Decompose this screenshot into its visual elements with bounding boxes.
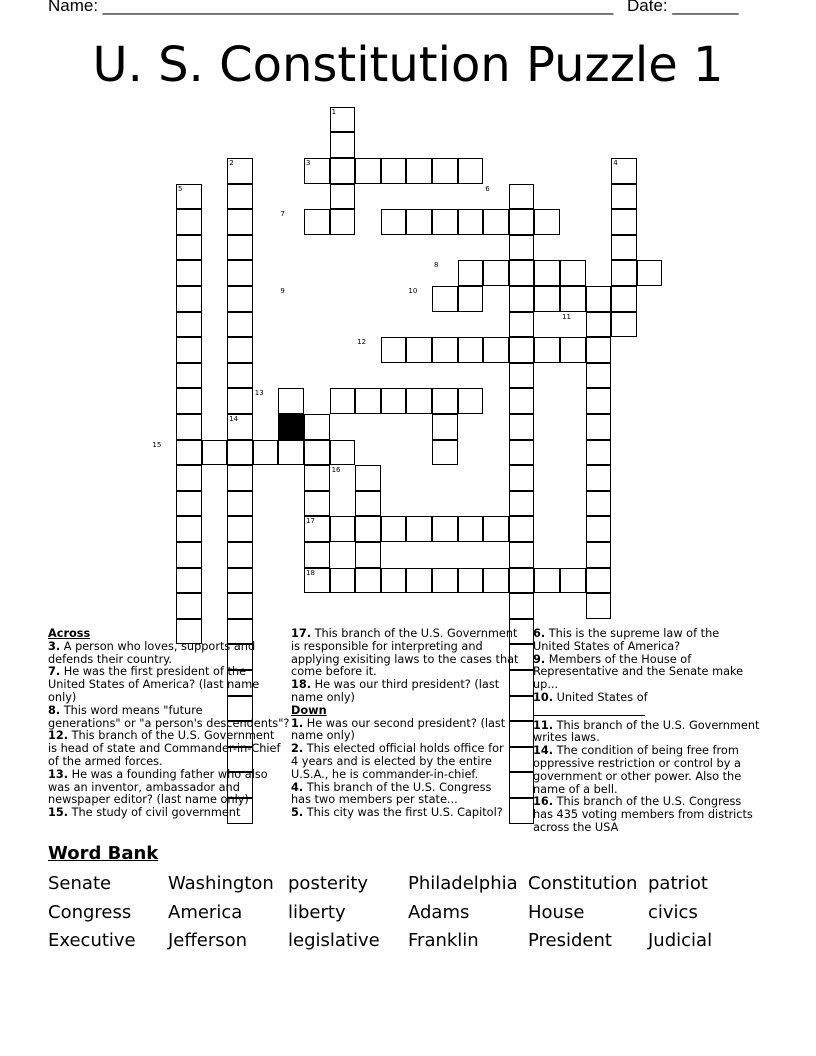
clue-text: Members of the House of — [545, 652, 692, 666]
grid-cell[interactable] — [560, 260, 586, 286]
clue-across — [48, 769, 284, 807]
grid-cell[interactable] — [304, 440, 330, 466]
grid-cell[interactable] — [227, 542, 253, 568]
grid-cell[interactable] — [381, 568, 407, 594]
clue-down — [533, 720, 773, 746]
grid-cell[interactable] — [586, 491, 612, 517]
word-bank-title: Word Bank — [48, 843, 159, 864]
clues-column-1 — [48, 627, 290, 820]
clue-number: 9. — [533, 652, 546, 666]
grid-cell[interactable] — [176, 337, 202, 363]
grid-cell[interactable] — [381, 388, 407, 414]
grid-cell[interactable] — [202, 440, 228, 466]
grid-cell[interactable] — [458, 260, 484, 286]
grid-cell[interactable] — [586, 465, 612, 491]
clue-text: up... — [533, 678, 559, 692]
grid-cell[interactable] — [509, 235, 535, 261]
grid-cell[interactable] — [611, 235, 637, 261]
grid-cell[interactable] — [330, 388, 356, 414]
clue-text: has two members per state... — [291, 793, 458, 807]
clue-text: This branch of the U.S. Government — [311, 627, 518, 640]
grid-cell[interactable] — [278, 388, 304, 414]
grid-cell[interactable] — [611, 260, 637, 286]
clue-number: 18. — [291, 678, 312, 692]
clue-down — [291, 807, 527, 820]
clue-number-label: 14 — [229, 415, 239, 423]
clue-down — [291, 743, 527, 781]
grid-cell[interactable] — [227, 312, 253, 338]
grid-cell[interactable] — [509, 542, 535, 568]
grid-cell[interactable] — [355, 568, 381, 594]
grid-cell[interactable] — [330, 158, 356, 184]
grid-cell[interactable] — [586, 363, 612, 389]
clue-number: 13. — [48, 767, 69, 781]
clue-across — [291, 628, 527, 679]
grid-cell[interactable] — [406, 158, 432, 184]
puzzle-title: U. S. Constitution Puzzle 1 — [92, 37, 724, 93]
clue-text: has 435 voting members from districts — [533, 808, 753, 822]
grid-cell[interactable] — [330, 516, 356, 542]
clue-down — [533, 796, 773, 834]
grid-cell[interactable] — [304, 542, 330, 568]
word-bank-word: posterity — [288, 873, 369, 894]
grid-cell[interactable] — [509, 312, 535, 338]
grid-cell[interactable] — [227, 363, 253, 389]
word-bank-word: liberty — [288, 902, 346, 923]
grid-cell[interactable] — [330, 209, 356, 235]
grid-cell[interactable] — [637, 260, 663, 286]
grid-cell[interactable] — [586, 568, 612, 594]
clue-text: writes laws. — [533, 731, 600, 745]
grid-cell[interactable] — [406, 568, 432, 594]
clue-number-label: 16 — [331, 466, 341, 475]
grid-cell[interactable] — [227, 184, 253, 210]
clue-number: 12. — [48, 729, 69, 743]
clue-down — [291, 782, 527, 808]
grid-cell[interactable] — [381, 337, 407, 363]
word-bank-word: Senate — [48, 873, 112, 894]
grid-cell[interactable] — [330, 184, 356, 210]
grid-cell[interactable] — [330, 568, 356, 594]
grid-cell[interactable] — [432, 337, 458, 363]
grid-cell[interactable] — [227, 440, 253, 466]
grid-cell[interactable] — [586, 388, 612, 414]
clue-text: He was the first president of the — [60, 665, 247, 679]
grid-cell[interactable] — [355, 542, 381, 568]
grid-cell[interactable] — [176, 209, 202, 235]
grid-cell[interactable] — [304, 209, 330, 235]
clue-down-10 — [533, 692, 773, 720]
clue-number-label: 7 — [280, 210, 285, 219]
grid-cell[interactable] — [483, 568, 509, 594]
grid-cell[interactable] — [381, 516, 407, 542]
grid-cell[interactable] — [458, 568, 484, 594]
grid-cell[interactable] — [509, 440, 535, 466]
clue-text: was an inventor, ambassador and — [48, 780, 240, 794]
grid-cell[interactable] — [304, 465, 330, 491]
grid-cell[interactable] — [560, 337, 586, 363]
word-bank-word: Franklin — [408, 930, 479, 951]
name-field[interactable]: Name: ______________________________________________________ — [48, 0, 614, 15]
grid-cell[interactable] — [586, 337, 612, 363]
grid-cell[interactable] — [355, 388, 381, 414]
clue-number: 14. — [533, 744, 554, 758]
grid-cell[interactable] — [586, 440, 612, 466]
grid-cell[interactable] — [483, 516, 509, 542]
grid-cell[interactable] — [509, 516, 535, 542]
grid-cell[interactable] — [509, 491, 535, 517]
grid-cell[interactable] — [432, 158, 458, 184]
grid-cell[interactable] — [483, 260, 509, 286]
clue-text: U.S.A., he is commander-in-chief. — [291, 767, 479, 781]
grid-cell[interactable] — [458, 158, 484, 184]
word-bank-word: civics — [648, 902, 698, 923]
clue-down — [291, 718, 527, 744]
grid-cell[interactable] — [611, 209, 637, 235]
clue-number: 7. — [48, 665, 61, 679]
grid-cell[interactable] — [176, 491, 202, 517]
clue-number-label: 9 — [280, 287, 285, 295]
grid-cell[interactable] — [534, 568, 560, 594]
grid-cell[interactable] — [432, 286, 458, 312]
clue-text: The condition of being free from — [553, 744, 739, 758]
grid-cell[interactable] — [458, 286, 484, 312]
grid-cell[interactable] — [483, 209, 509, 235]
grid-cell[interactable] — [534, 286, 560, 312]
grid-cell[interactable] — [509, 363, 535, 389]
word-bank-word: Constitution — [528, 873, 638, 894]
grid-cell[interactable] — [176, 388, 202, 414]
clue-number-label: 5 — [178, 184, 183, 193]
clue-across — [48, 703, 290, 731]
grid-cell[interactable] — [509, 414, 535, 440]
grid-cell[interactable] — [355, 158, 381, 184]
word-bank-word: Philadelphia — [408, 873, 518, 894]
grid-cell[interactable] — [509, 465, 535, 491]
grid-cell[interactable] — [586, 542, 612, 568]
grid-cell[interactable] — [278, 440, 304, 466]
clue-number: 3. — [48, 639, 61, 653]
grid-cell[interactable] — [483, 337, 509, 363]
grid-cell[interactable] — [227, 337, 253, 363]
grid-cell[interactable] — [509, 260, 535, 286]
clue-number-label: 1 — [331, 107, 337, 116]
grid-cell[interactable] — [611, 286, 637, 312]
grid-cell[interactable] — [330, 132, 356, 158]
date-field[interactable]: Date: _______ — [627, 0, 739, 15]
clue-number: 15. — [48, 806, 69, 820]
clue-text: of the armed forces. — [48, 754, 163, 768]
clue-text: A person who loves, supports and — [60, 639, 256, 653]
grid-cell[interactable] — [176, 568, 202, 594]
clue-text: across the USA — [533, 820, 619, 834]
grid-cell[interactable] — [227, 491, 253, 517]
clue-number: 6. — [533, 627, 546, 640]
clue-number-label: 3 — [306, 159, 311, 167]
clue-text: He was our second president? (last — [303, 716, 506, 730]
grid-cell[interactable] — [253, 440, 279, 466]
grid-cell[interactable] — [560, 568, 586, 594]
clue-number-label: 4 — [613, 159, 618, 167]
clue-down — [533, 654, 773, 692]
word-bank-word: Adams — [408, 902, 470, 923]
grid-cell[interactable] — [432, 440, 458, 466]
clue-text: oppressive restriction or control by a — [533, 756, 741, 770]
word-bank-word: Jefferson — [168, 930, 248, 951]
clue-text: Representative and the Senate make — [533, 665, 744, 679]
clue-number-label: 2 — [229, 159, 234, 167]
grid-cell[interactable] — [611, 184, 637, 210]
grid-cell[interactable] — [176, 516, 202, 542]
black-cell — [278, 414, 304, 440]
clue-text: He was our third president? (last — [311, 678, 500, 692]
grid-cell[interactable] — [534, 209, 560, 235]
word-bank-word: patriot — [648, 873, 708, 894]
grid-cell[interactable] — [406, 209, 432, 235]
grid-cell[interactable] — [586, 414, 612, 440]
word-bank-word: legislative — [288, 930, 380, 951]
grid-cell[interactable] — [586, 286, 612, 312]
grid-cell[interactable] — [509, 593, 535, 619]
clue-number: 1. — [291, 716, 304, 730]
clue-text: This branch of the U.S. Congress — [303, 780, 492, 794]
clue-number: 11. — [533, 718, 554, 732]
clue-text: only) — [48, 690, 77, 704]
grid-cell[interactable] — [227, 388, 253, 414]
grid-cell[interactable] — [330, 440, 356, 466]
grid-cell[interactable] — [176, 465, 202, 491]
grid-cell[interactable] — [227, 260, 253, 286]
clue-text: defends their country. — [48, 652, 172, 666]
clue-text: 4 years and is elected by the entire — [291, 754, 492, 768]
clue-across — [48, 641, 284, 667]
grid-cell[interactable] — [176, 312, 202, 338]
clue-number: 10. — [533, 690, 554, 704]
grid-cell[interactable] — [227, 593, 253, 619]
clue-number: 17. — [291, 627, 312, 640]
grid-cell[interactable] — [227, 286, 253, 312]
clue-number-label: 11 — [562, 312, 571, 321]
clue-number: 4. — [291, 780, 304, 794]
clue-number-label: 8 — [434, 261, 439, 270]
grid-cell[interactable] — [406, 516, 432, 542]
clue-number: 2. — [291, 742, 304, 756]
clue-number-label: 10 — [408, 287, 418, 295]
clue-text: The study of civil government — [68, 806, 241, 820]
clue-text: name only) — [291, 729, 355, 743]
grid-cell[interactable] — [176, 260, 202, 286]
clue-text: name of a bell. — [533, 782, 618, 796]
clue-text: United States of America? — [533, 639, 681, 653]
clue-text: He was a founding father who also — [68, 767, 268, 781]
clue-number: 5. — [291, 806, 304, 820]
clue-across — [48, 807, 284, 820]
grid-cell[interactable] — [509, 388, 535, 414]
clue-text: This elected official holds office for — [303, 742, 504, 756]
clue-across — [291, 679, 527, 705]
word-bank-word: America — [168, 902, 243, 923]
word-bank-word: Congress — [48, 902, 132, 923]
clue-text: This is the supreme law of the — [545, 627, 720, 640]
grid-cell[interactable] — [586, 593, 612, 619]
clue-text: name only) — [291, 690, 355, 704]
clue-down — [533, 628, 773, 654]
grid-cell[interactable] — [176, 235, 202, 261]
grid-cell[interactable] — [432, 516, 458, 542]
grid-cell[interactable] — [458, 209, 484, 235]
grid-cell[interactable] — [406, 388, 432, 414]
grid-cell[interactable] — [381, 158, 407, 184]
grid-cell[interactable] — [227, 209, 253, 235]
grid-cell[interactable] — [509, 286, 535, 312]
across-heading: Across — [48, 627, 91, 640]
grid-cell[interactable] — [304, 414, 330, 440]
clue-text: is head of state and Commander-in-Chief — [48, 742, 281, 756]
clue-text: generations" or "a person's descendents"? — [48, 716, 290, 730]
grid-cell[interactable] — [176, 440, 202, 466]
grid-cell[interactable] — [227, 516, 253, 542]
grid-cell[interactable] — [176, 542, 202, 568]
grid-cell[interactable] — [560, 286, 586, 312]
grid-cell[interactable] — [227, 568, 253, 594]
grid-cell[interactable] — [611, 312, 637, 338]
down-heading: Down — [291, 703, 327, 717]
clue-text: This branch of the U.S. Congress — [553, 795, 742, 809]
grid-cell[interactable] — [432, 388, 458, 414]
word-bank-word: President — [528, 930, 612, 951]
clue-text: This branch of the U.S. Government — [553, 718, 760, 732]
grid-cell[interactable] — [355, 465, 381, 491]
grid-cell[interactable] — [304, 491, 330, 517]
clue-across — [48, 730, 284, 768]
answer-blank — [533, 705, 645, 716]
clue-number: 8. — [48, 703, 61, 717]
grid-cell[interactable] — [534, 260, 560, 286]
clues-column-3 — [533, 628, 773, 835]
grid-cell[interactable] — [432, 568, 458, 594]
word-bank-word: Washington — [168, 873, 274, 894]
clue-text: government or other power. Also the — [533, 769, 742, 783]
clue-text: This city was the first U.S. Capitol? — [303, 806, 503, 820]
clue-text: is responsible for interpreting and — [291, 639, 483, 653]
clue-number-label: 17 — [306, 517, 315, 526]
grid-cell[interactable] — [586, 516, 612, 542]
grid-cell[interactable] — [432, 414, 458, 440]
clue-down — [533, 745, 773, 796]
clues-column-2 — [291, 628, 527, 820]
clue-text: newspaper editor? (last name only) — [48, 793, 249, 807]
word-bank-word: House — [528, 902, 585, 923]
grid-cell[interactable] — [432, 209, 458, 235]
grid-cell[interactable] — [509, 568, 535, 594]
clue-text: This word means "future — [60, 703, 203, 717]
clue-number-label: 13 — [254, 389, 264, 398]
grid-cell[interactable] — [458, 388, 484, 414]
clue-text: United States of America? (last name — [48, 678, 260, 692]
word-bank-word: Executive — [48, 930, 136, 951]
grid-cell[interactable] — [509, 184, 535, 210]
clue-number-label: 12 — [357, 338, 367, 347]
clue-text: This branch of the U.S. Government — [68, 729, 275, 743]
clue-number: 16. — [533, 795, 554, 809]
grid-cell[interactable] — [176, 363, 202, 389]
grid-cell[interactable] — [509, 209, 535, 235]
clue-number-label: 15 — [152, 440, 162, 449]
grid-cell[interactable] — [458, 337, 484, 363]
grid-cell[interactable] — [176, 414, 202, 440]
grid-cell[interactable] — [176, 286, 202, 312]
grid-cell[interactable] — [586, 312, 612, 338]
clue-text: United States of — [553, 690, 648, 704]
word-bank-word: Judicial — [648, 930, 713, 951]
grid-cell[interactable] — [355, 491, 381, 517]
clue-text: applying exisiting laws to the cases that — [291, 652, 519, 666]
clue-text: come before it. — [291, 665, 377, 679]
grid-cell[interactable] — [381, 209, 407, 235]
clue-across — [48, 666, 284, 704]
grid-cell[interactable] — [509, 337, 535, 363]
grid-cell[interactable] — [227, 465, 253, 491]
clue-number-label: 18 — [306, 568, 315, 577]
grid-cell[interactable] — [176, 593, 202, 619]
grid-cell[interactable] — [458, 516, 484, 542]
clue-number-label: 6 — [485, 184, 490, 193]
grid-cell[interactable] — [355, 516, 381, 542]
grid-cell[interactable] — [534, 337, 560, 363]
grid-cell[interactable] — [227, 235, 253, 261]
grid-cell[interactable] — [406, 337, 432, 363]
